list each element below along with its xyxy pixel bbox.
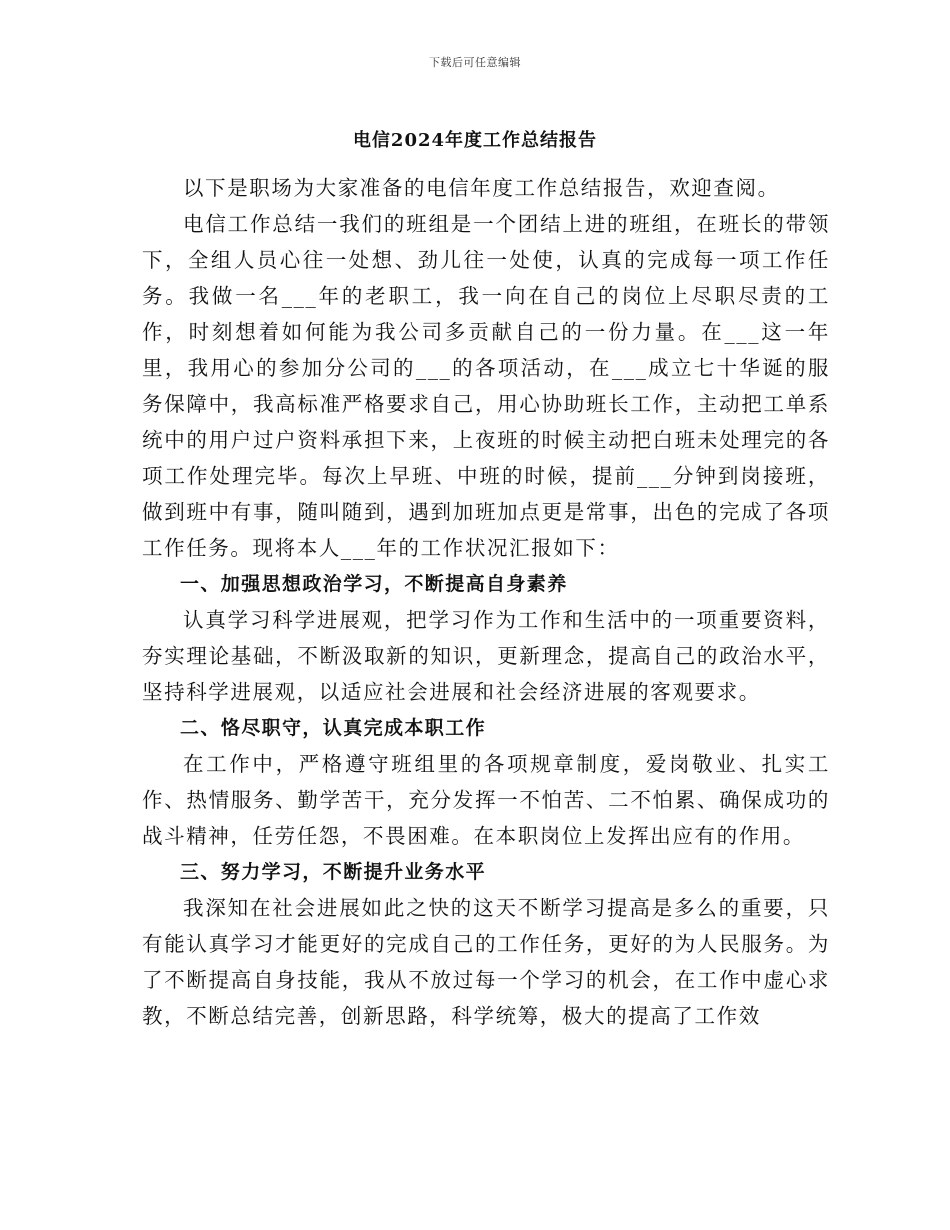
paragraph-1: 电信工作总结一我们的班组是一个团结上进的班组，在班长的带领下，全组人员心往一处想、劲儿往一处使，认真的完成每一项工作任务。我做一名___年的老职工，我一向在自己的岗位上尽职尽责的工作，时刻想着如何能为我公司多贡献自己的一份力量。在___这一年里，我用心的参加分公司的___的各项活动，在___成立七十华诞的服务保障中，我高标准严格要求自己，用心协助班长工作，主动把工单系统中的用户过户资料承担下来，上夜班的时候主动把白班未处理完的各项工作处理完毕。每次上早班、中班的时候，提前___分钟到岗接班，做到班中有事，随叫随到，遇到加班加点更是常事，出色的完成了各项工作任务。现将本人___年的工作状况汇报如下： [142, 212, 830, 560]
header-note: 下载后可任意编辑 [429, 56, 521, 69]
intro-paragraph: 以下是职场为大家准备的电信年度工作总结报告，欢迎查阅。 [183, 176, 780, 200]
paragraph-3: 在工作中，严格遵守班组里的各项规章制度，爱岗敬业、扎实工作、热情服务、勤学苦干，充分发挥一不怕苦、二不怕累、确保成功的战斗精神，任劳任怨，不畏困难。在本职岗位上发挥出应有的作用。 [142, 752, 830, 848]
paragraph-2: 认真学习科学进展观，把学习作为工作和生活中的一项重要资料，夯实理论基础，不断汲取新的知识，更新理念，提高自己的政治水平，坚持科学进展观，以适应社会进展和社会经济进展的客观要求。 [142, 608, 830, 704]
document-title: 电信2024年度工作总结报告 [352, 130, 598, 151]
section-heading-2: 二、恪尽职守，认真完成本职工作 [180, 717, 487, 739]
section-heading-1: 一、加强思想政治学习，不断提高自身素养 [180, 573, 568, 595]
document-body [142, 170, 830, 1034]
paragraph-4: 我深知在社会进展如此之快的这天不断学习提高是多么的重要，只有能认真学习才能更好的完成自己的工作任务，更好的为人民服务。为了不断提高自身技能，我从不放过每一个学习的机会，在工作中虚心求教，不断总结完善，创新思路，科学统筹，极大的提高了工作效 [142, 896, 830, 1028]
section-heading-3: 三、努力学习，不断提升业务水平 [180, 861, 487, 883]
